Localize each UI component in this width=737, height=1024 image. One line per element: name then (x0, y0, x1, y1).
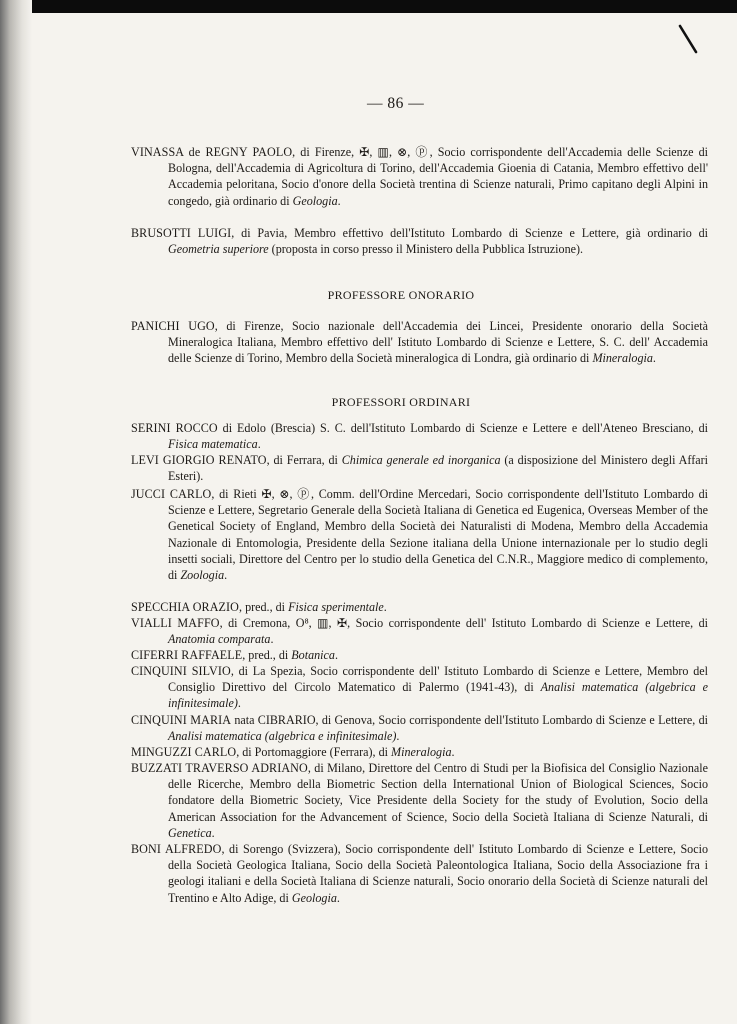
entry-text: , di Rieti ✠, ⊗, ⓟ, Comm. dell'Ordine Mercedari, Socio corrispondente dell'Istituto Lombardo di Scienze e Lettere, Segretario Generale della Società Italiana di Genetica ed Eugenica, Overseas Member of the Genetical Society of England, Membro della Società dei Naturalisti di Modena, Membro della Accademia Nazionale di Entomologia, Presidente della Sezione italiana della Unione internazionale per lo studio degli insetti sociali, Direttore del Centro per lo studio della Genetica del C.N.R., Maggiore medico di complemento, di (168, 487, 709, 583)
entry-name: BRUSOTTI LUIGI (131, 226, 232, 240)
entry-name: CINQUINI MARIA (131, 713, 232, 727)
entry-text: , di La Spezia, Socio corrispondente dell' Istituto Lombardo di Scienze e Lettere, Membro del Consiglio Direttivo del Circolo Matematico di Palermo (1941-43), di (168, 664, 708, 695)
entry-subject: Chimica generale ed inorganica (341, 453, 501, 467)
entry-subject: Genetica (168, 825, 212, 840)
entry-minguzzi (131, 744, 708, 760)
entry-name: PANICHI UGO (131, 319, 215, 333)
entry-subject: Analisi matematica (algebrica e infinitesimale) (168, 729, 397, 744)
entry-name: VINASSA de REGNY PAOLO (131, 145, 293, 159)
entry-vialli (131, 615, 708, 647)
entry-text: , di Cremona, O⁸, ▥, ✠, Socio corrispondente dell' Istituto Lombardo di Scienze e Lettere, di (219, 616, 708, 630)
entry-levi (131, 452, 708, 484)
entry-text: , di Pavia, Membro effettivo dell'Istituto Lombardo di Scienze e Lettere, già ordinario di (231, 226, 708, 240)
scan-top-border (0, 0, 737, 13)
heading-ordinary: PROFESSORI ORDINARI (331, 395, 471, 409)
entry-text: , di Milano, Direttore del Centro di Studi per la Biofisica del Consiglio Nazionale delle Ricerche, Membro della Biometric Section della International Union of Biological Sciences, Socio fondatore della Biometric Society, Vice Presidente della Society for the study of Evolution, Socio della American Association for the Advancement of Science, Socio della Società Italiana di Scienze Naturali, di (168, 761, 708, 824)
entry-text: , pred., di (239, 600, 289, 614)
entry-text: , pred., di (242, 648, 292, 662)
entry-text: di Edolo (Brescia) S. C. dell'Istituto Lombardo di Scienze e Lettere e dell'Ateneo Bresciano, di (217, 421, 708, 435)
entry-subject: Botanica (291, 648, 335, 662)
entry-text-end: . (334, 648, 338, 662)
entry-text: , di Sorengo (Svizzera), Socio corrispondente dell' Istituto Lombardo di Scienze e Lettere, Socio della Società Geologica Italiana, Socio della Società Paleontologica Italiana, Socio della Associazione fra i geologi italiani e della Società Italiana di Scienze naturali, Socio onorario della Società di Scienze naturali del Trentino e Alto Adige, di (168, 842, 709, 905)
entry-text-end: (proposta in corso presso il Ministero della Pubblica Istruzione). (268, 242, 584, 257)
entry-serini (131, 420, 708, 452)
entry-text-end: . (257, 437, 261, 452)
entry-subject: Geologia (292, 193, 338, 208)
entry-name: BUZZATI TRAVERSO ADRIANO (131, 761, 308, 775)
entry-name: LEVI GIORGIO RENATO (131, 453, 267, 467)
entry-subject: Zoologia (180, 568, 225, 583)
entry-text: , di Firenze, Socio nazionale dell'Accademia dei Lincei, Presidente onorario della Società Mineralogica Italiana, Membro effettivo dell' Istituto Lombardo di Scienze e Lettere, S. C. dell' Accademia delle Scienze di Torino, Membro della Società mineralogica di Londra, già ordinario di (168, 319, 708, 366)
entry-boni (131, 841, 708, 906)
entry-subject: Geologia (291, 890, 337, 905)
entry-brusotti (131, 225, 708, 257)
entry-subject: Geometria superiore (168, 242, 269, 257)
heading-honorary: PROFESSORE ONORARIO (327, 288, 475, 302)
entry-panichi (131, 318, 708, 367)
entry-text-end: . (396, 729, 400, 744)
entry-text-end: . (337, 193, 341, 208)
entry-vinassa (131, 144, 708, 209)
entry-subject: Fisica matematica (168, 437, 258, 452)
entry-buzzati (131, 760, 708, 841)
entry-cinquini-silvio (131, 663, 708, 712)
entry-text-end: . (211, 825, 215, 840)
entry-text: , di Ferrara, di (266, 453, 342, 467)
entry-subject: Mineralogia (391, 745, 452, 759)
entry-subject: Mineralogia (592, 351, 653, 366)
entry-specchia (131, 599, 708, 615)
entry-text: , di Portomaggiore (Ferrara), di (236, 745, 392, 759)
entry-name: CIFERRI RAFFAELE (131, 648, 243, 662)
entry-ciferri (131, 647, 708, 663)
entry-text: nata CIBRARIO, di Genova, Socio corrispondente dell'Istituto Lombardo di Scienze e Lettere, di (231, 713, 709, 727)
entry-text-end: . (237, 696, 241, 711)
entry-text-end: . (224, 568, 228, 583)
entry-name: CINQUINI SILVIO (131, 664, 231, 678)
entry-text-end: . (336, 890, 340, 905)
entry-subject: Fisica sperimentale (288, 600, 384, 614)
entry-text-end: . (652, 351, 656, 366)
pen-stroke-mark (678, 24, 700, 56)
entry-name: VIALLI MAFFO (131, 616, 220, 630)
entry-cinquini-maria (131, 712, 708, 744)
entry-subject: Analisi matematica (algebrica e infinitesimale) (168, 680, 708, 711)
entry-jucci (131, 486, 708, 583)
entry-name: MINGUZZI CARLO (131, 745, 237, 759)
entry-text-end: . (270, 632, 274, 647)
entry-text: , di Firenze, ✠, ▥, ⊗, ⓟ, Socio corrispondente dell'Accademia delle Scienze di Bologna, dell'Accademia di Agricoltura di Torino, dell'Accademia Gioenia di Catania, Membro effettivo dell' Accademia peloritana, Socio d'onore della Società trentina di Scienze naturali, Primo capitano degli Alpini in congedo, già ordinario di (168, 145, 708, 208)
entry-name: BONI ALFREDO (131, 842, 222, 856)
entry-name: SPECCHIA ORAZIO (131, 600, 240, 614)
entry-text-end: (a disposizione del Ministero degli Affari Esteri). (168, 453, 708, 484)
entry-subject: Anatomia comparata (168, 632, 271, 647)
entry-name: JUCCI CARLO (131, 487, 212, 501)
entry-text-end: . (383, 600, 387, 614)
entry-name: SERINI ROCCO (131, 421, 218, 435)
entry-text-end: . (451, 745, 455, 759)
scan-left-edge (0, 0, 32, 1024)
page-number: — 86 — (367, 95, 425, 112)
